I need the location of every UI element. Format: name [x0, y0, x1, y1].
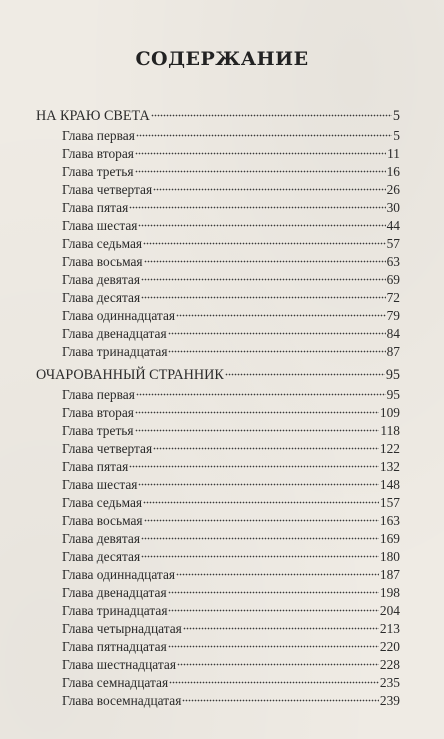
chapter-title: Глава четырнадцатая	[62, 621, 182, 636]
toc-chapter-row[interactable]	[36, 127, 400, 145]
dot-leader	[135, 428, 380, 432]
dot-leader	[135, 151, 386, 155]
chapter-page-number: 228	[379, 657, 400, 672]
chapter-title: Глава восьмая	[62, 254, 143, 269]
chapter-title: Глава шестая	[62, 477, 138, 492]
toc-chapter-row[interactable]	[36, 458, 400, 476]
dot-leader	[129, 464, 379, 468]
toc-chapter-row[interactable]	[36, 440, 400, 458]
section-page-number: 95	[385, 367, 400, 383]
chapter-page-number: 239	[379, 693, 400, 708]
toc-chapter-row[interactable]	[36, 638, 400, 656]
dot-leader	[129, 205, 385, 209]
chapter-title: Глава вторая	[62, 405, 134, 420]
chapter-list	[36, 386, 400, 710]
toc-section-header[interactable]	[36, 366, 400, 385]
toc-chapter-row[interactable]	[36, 199, 400, 217]
dot-leader	[151, 113, 392, 117]
chapter-page-number: 72	[386, 290, 400, 305]
chapter-title: Глава одиннадцатая	[62, 308, 176, 323]
toc-chapter-row[interactable]	[36, 692, 400, 710]
dot-leader	[136, 392, 386, 396]
dot-leader	[141, 554, 379, 558]
chapter-title: Глава седьмая	[62, 495, 143, 510]
chapter-page-number: 235	[379, 675, 400, 690]
chapter-page-number: 16	[386, 164, 400, 179]
toc-chapter-row[interactable]	[36, 325, 400, 343]
toc-chapter-row[interactable]	[36, 181, 400, 199]
chapter-page-number: 79	[386, 308, 400, 323]
chapter-page-number: 220	[379, 639, 400, 654]
toc-chapter-row[interactable]	[36, 512, 400, 530]
dot-leader	[135, 169, 386, 173]
chapter-title: Глава девятая	[62, 531, 140, 546]
dot-leader	[144, 259, 386, 263]
chapter-page-number: 44	[386, 218, 400, 233]
dot-leader	[153, 187, 385, 191]
dot-leader	[183, 626, 379, 630]
chapter-page-number: 87	[386, 344, 400, 359]
toc-chapter-row[interactable]	[36, 422, 400, 440]
chapter-page-number: 63	[386, 254, 400, 269]
chapter-title: Глава восьмая	[62, 513, 143, 528]
dot-leader	[168, 331, 386, 335]
toc-chapter-row[interactable]	[36, 217, 400, 235]
chapter-page-number: 198	[379, 585, 400, 600]
toc-chapter-row[interactable]	[36, 404, 400, 422]
section-title: ОЧАРОВАННЫЙ СТРАННИК	[36, 367, 224, 383]
chapter-title: Глава третья	[62, 164, 134, 179]
chapter-page-number: 69	[386, 272, 400, 287]
section-title: НА КРАЮ СВЕТА	[36, 108, 150, 124]
toc-chapter-row[interactable]	[36, 674, 400, 692]
chapter-page-number: 95	[386, 387, 400, 402]
toc-chapter-row[interactable]	[36, 476, 400, 494]
chapter-page-number: 148	[379, 477, 400, 492]
dot-leader	[143, 241, 386, 245]
chapter-page-number: 109	[379, 405, 400, 420]
toc-chapter-row[interactable]	[36, 620, 400, 638]
toc-chapter-row[interactable]	[36, 343, 400, 361]
toc-chapter-row[interactable]	[36, 566, 400, 584]
dot-leader	[176, 572, 379, 576]
chapter-page-number: 180	[379, 549, 400, 564]
toc-chapter-row[interactable]	[36, 530, 400, 548]
chapter-title: Глава четвертая	[62, 441, 153, 456]
chapter-page-number: 84	[386, 326, 400, 341]
chapter-page-number: 169	[379, 531, 400, 546]
page-title: СОДЕРЖАНИЕ	[135, 48, 309, 70]
toc-section-header[interactable]	[36, 107, 400, 126]
dot-leader	[168, 608, 378, 612]
toc-chapter-row[interactable]	[36, 289, 400, 307]
chapter-page-number: 187	[379, 567, 400, 582]
chapter-title: Глава семнадцатая	[62, 675, 169, 690]
chapter-title: Глава двенадцатая	[62, 585, 167, 600]
toc-chapter-row[interactable]	[36, 163, 400, 181]
dot-leader	[168, 590, 379, 594]
chapter-title: Глава первая	[62, 387, 135, 402]
chapter-page-number: 11	[387, 146, 400, 161]
dot-leader	[141, 277, 386, 281]
chapter-page-number: 26	[386, 182, 400, 197]
toc-section-ocharovannyy-strannik	[36, 366, 400, 710]
toc-chapter-row[interactable]	[36, 494, 400, 512]
toc-chapter-row[interactable]	[36, 602, 400, 620]
chapter-title: Глава шестая	[62, 218, 138, 233]
dot-leader	[143, 500, 379, 504]
toc-chapter-row[interactable]	[36, 386, 400, 404]
dot-leader	[138, 482, 378, 486]
chapter-page-number: 132	[379, 459, 400, 474]
toc-chapter-row[interactable]	[36, 271, 400, 289]
toc-chapter-row[interactable]	[36, 253, 400, 271]
chapter-title: Глава третья	[62, 423, 134, 438]
dot-leader	[177, 662, 379, 666]
chapter-title: Глава первая	[62, 128, 135, 143]
toc-chapter-row[interactable]	[36, 235, 400, 253]
chapter-title: Глава шестнадцатая	[62, 657, 176, 672]
chapter-page-number: 163	[379, 513, 400, 528]
chapter-title: Глава пятая	[62, 459, 129, 474]
chapter-title: Глава седьмая	[62, 236, 143, 251]
chapter-title: Глава одиннадцатая	[62, 567, 176, 582]
toc-chapter-row[interactable]	[36, 145, 400, 163]
chapter-title: Глава тринадцатая	[62, 344, 168, 359]
section-page-number: 5	[392, 108, 400, 124]
chapter-title: Глава девятая	[62, 272, 140, 287]
chapter-title: Глава вторая	[62, 146, 134, 161]
dot-leader	[169, 680, 379, 684]
chapter-page-number: 30	[386, 200, 400, 215]
dot-leader	[153, 446, 379, 450]
toc-chapter-row[interactable]	[36, 548, 400, 566]
dot-leader	[225, 372, 385, 376]
dot-leader	[168, 349, 385, 353]
chapter-title: Глава десятая	[62, 290, 141, 305]
toc-chapter-row[interactable]	[36, 656, 400, 674]
dot-leader	[141, 536, 379, 540]
dot-leader	[141, 295, 386, 299]
dot-leader	[168, 644, 379, 648]
chapter-page-number: 57	[386, 236, 400, 251]
chapter-title: Глава двенадцатая	[62, 326, 167, 341]
chapter-list	[36, 127, 400, 361]
chapter-title: Глава восемнадцатая	[62, 693, 182, 708]
chapter-title: Глава тринадцатая	[62, 603, 168, 618]
dot-leader	[135, 410, 379, 414]
chapter-title: Глава четвертая	[62, 182, 153, 197]
dot-leader	[182, 698, 379, 702]
chapter-title: Глава пятая	[62, 200, 129, 215]
dot-leader	[136, 133, 392, 137]
chapter-page-number: 118	[380, 423, 400, 438]
chapter-page-number: 213	[379, 621, 400, 636]
chapter-page-number: 5	[393, 128, 400, 143]
chapter-title: Глава десятая	[62, 549, 141, 564]
chapter-title: Глава пятнадцатая	[62, 639, 167, 654]
dot-leader	[138, 223, 385, 227]
chapter-page-number: 157	[379, 495, 400, 510]
dot-leader	[176, 313, 386, 317]
toc-section-na-krayu-sveta	[36, 107, 400, 361]
chapter-page-number: 122	[379, 441, 400, 456]
toc-chapter-row[interactable]	[36, 307, 400, 325]
toc-chapter-row[interactable]	[36, 584, 400, 602]
chapter-page-number: 204	[379, 603, 400, 618]
dot-leader	[144, 518, 379, 522]
